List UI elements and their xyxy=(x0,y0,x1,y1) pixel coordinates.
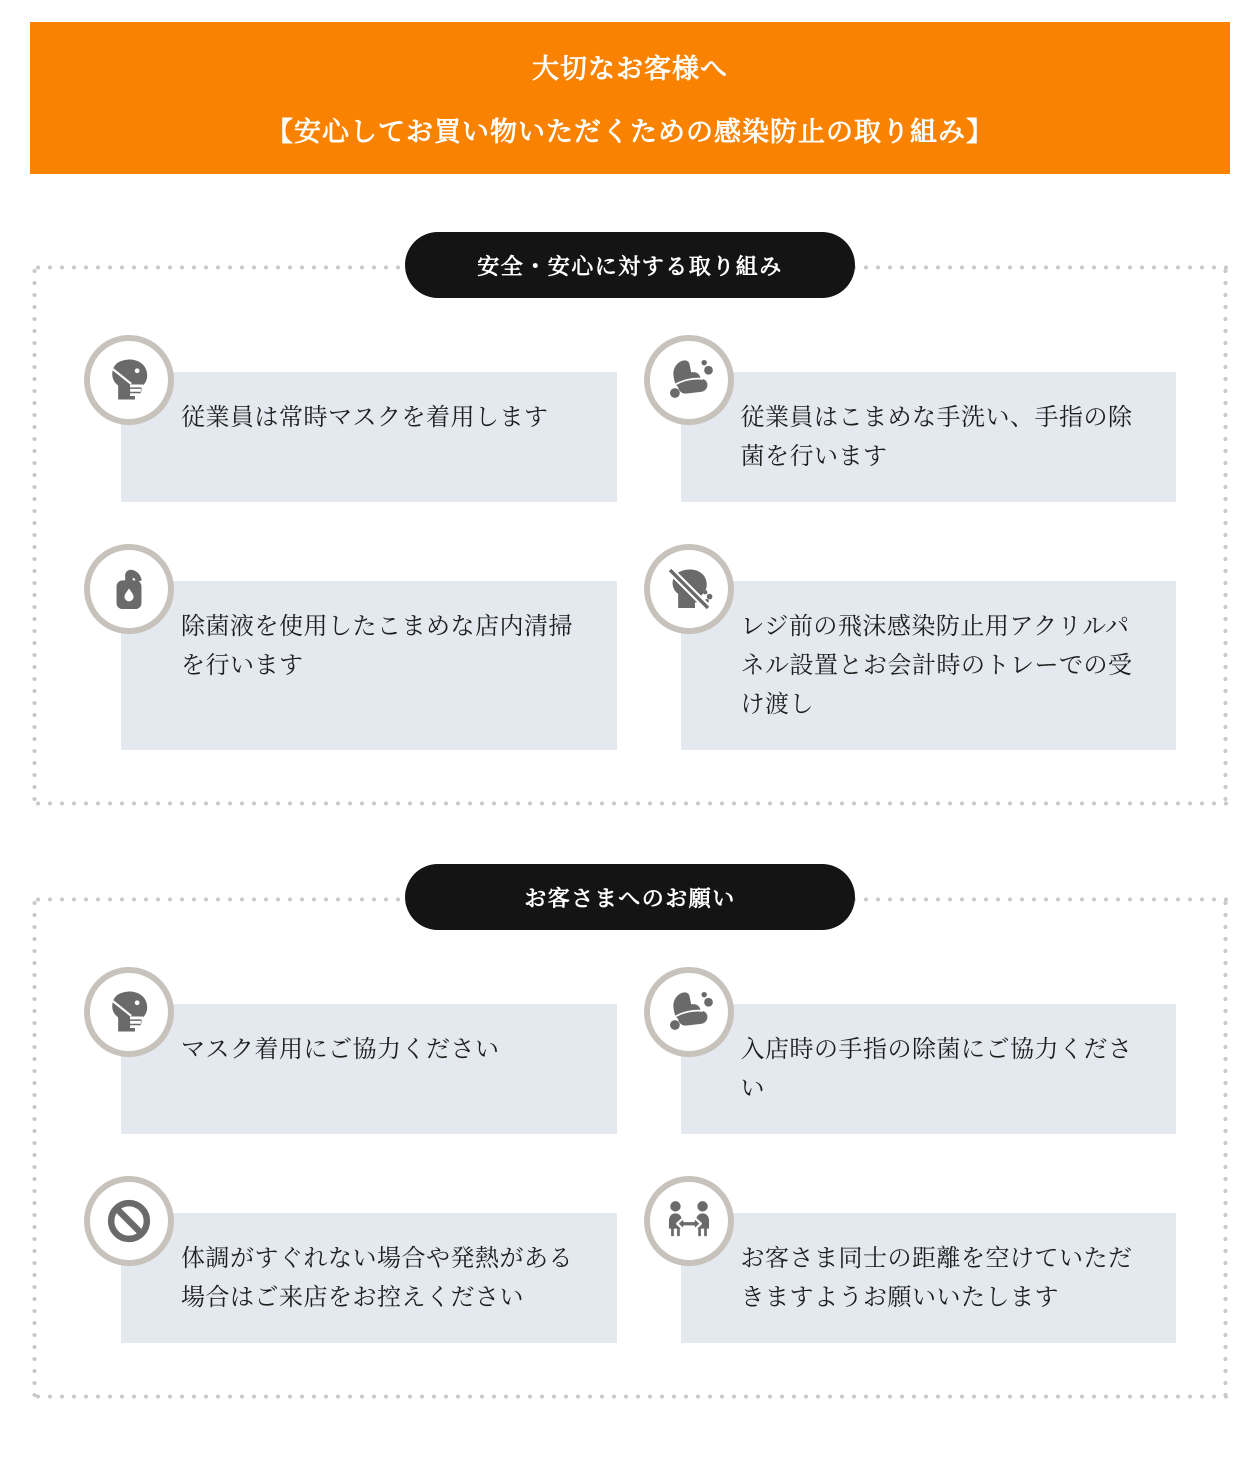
mask-icon xyxy=(84,335,174,425)
measure-text-box xyxy=(121,372,617,502)
spray-bottle-icon xyxy=(84,544,174,634)
measure-text-box xyxy=(121,581,617,750)
banner-line-2: 【安心してお買い物いただくための感染防止の取り組み】 xyxy=(266,117,994,147)
section-safety-measures xyxy=(32,253,1228,806)
request-text: マスク着用にご協力ください xyxy=(181,1036,500,1063)
social-distance-icon xyxy=(644,1176,734,1266)
request-text-box xyxy=(681,1213,1177,1343)
measure-item-hand-wash xyxy=(644,335,1177,502)
request-item-sanitize xyxy=(644,967,1177,1134)
section-title-pill xyxy=(405,864,855,930)
measure-item-cleaning xyxy=(84,544,617,750)
no-entry-icon xyxy=(84,1176,174,1266)
request-text-box xyxy=(121,1004,617,1134)
request-text: お客さま同士の距離を空けていただきますようお願いいたします xyxy=(740,1245,1133,1311)
measure-text: 従業員は常時マスクを着用します xyxy=(181,404,549,431)
request-text-box xyxy=(121,1213,617,1343)
request-item-mask xyxy=(84,967,617,1134)
banner-line-1: 大切なお客様へ xyxy=(532,54,728,84)
notice-banner xyxy=(30,22,1230,174)
measure-text: レジ前の飛沫感染防止用アクリルパネル設置とお会計時のトレーでの受け渡し xyxy=(740,613,1133,718)
hand-wash-icon xyxy=(644,967,734,1057)
measure-item-panel xyxy=(644,544,1177,750)
section-customer-requests xyxy=(32,885,1228,1399)
request-text-box xyxy=(681,1004,1177,1134)
request-text: 入店時の手指の除菌にご協力ください xyxy=(740,1036,1133,1102)
measure-text: 従業員はこまめな手洗い、手指の除菌を行います xyxy=(740,404,1133,470)
section-title-pill xyxy=(405,232,855,298)
request-text: 体調がすぐれない場合や発熱がある場合はご来店をお控えください xyxy=(181,1245,573,1311)
measure-item-mask xyxy=(84,335,617,502)
section-title: 安全・安心に対する取り組み xyxy=(477,253,783,279)
measures-grid xyxy=(84,335,1176,750)
requests-grid xyxy=(84,967,1176,1343)
section-title: お客さまへのお願い xyxy=(524,885,736,911)
measure-text-box xyxy=(681,372,1177,502)
droplet-guard-icon xyxy=(644,544,734,634)
hand-wash-icon xyxy=(644,335,734,425)
measure-text: 除菌液を使用したこまめな店内清掃を行います xyxy=(181,613,573,679)
measure-text-box xyxy=(681,581,1177,750)
mask-icon xyxy=(84,967,174,1057)
request-item-distance xyxy=(644,1176,1177,1343)
request-item-stay-home xyxy=(84,1176,617,1343)
